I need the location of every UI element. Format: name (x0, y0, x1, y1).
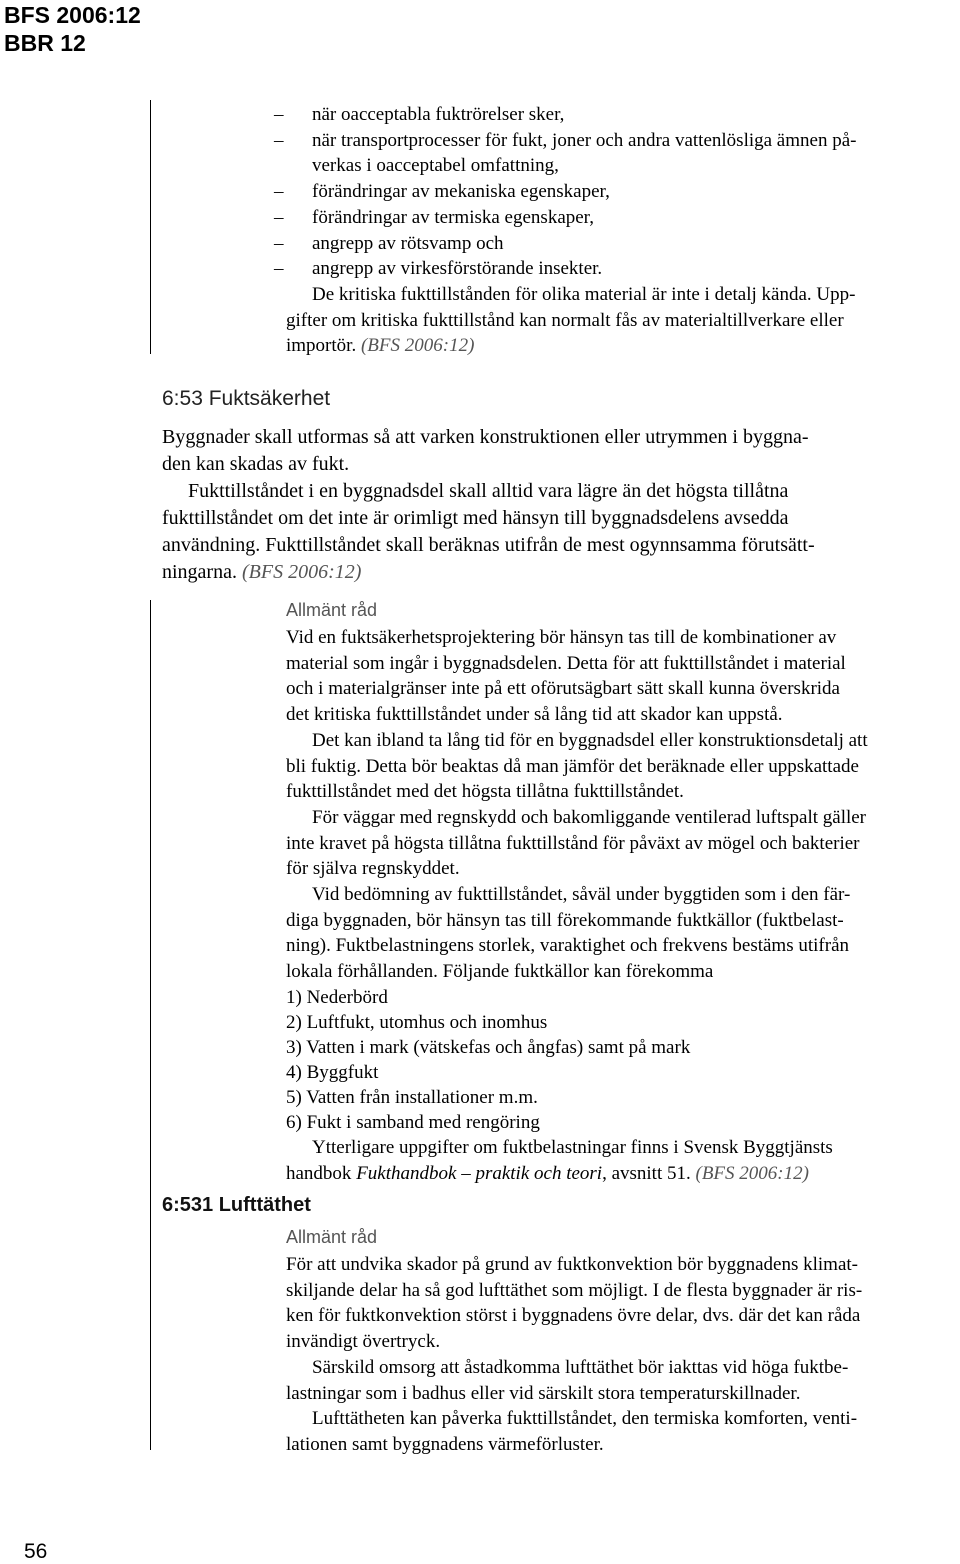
list-item: – förändringar av termiska egenskaper, (274, 206, 595, 228)
page-number: 56 (24, 1540, 48, 1563)
dash-list (274, 102, 946, 282)
margin-bar-top (150, 100, 151, 354)
airtightness-advice-body: För att undvika skador på grund av fuktkonvektion bör byggnadens klimat- skiljande delar ha så god lufttäthet som möjligt. I de flesta byggnader är ris- ken för fuktkonvektion störst i byggnadens övre delar, dvs. där det kan råda invändigt övertryck. Särskild omsorg att åstadkomma lufttäthet bör iakttas vid höga fuktbe- lastningar som i badhus eller vid särskilt stora temperaturskillnader. Lufttätheten kan påverka fukttillståndet, den termiska komforten, venti- lationen samt byggnadens värmeförluster. (286, 1254, 863, 1455)
doc-code: BFS 2006:12 (4, 2, 141, 28)
section-heading: 6:53 Fuktsäkerhet (162, 387, 331, 410)
section-body: Byggnader skall utformas så att varken konstruktionen eller utrymmen i byggna- den kan skadas av fukt. Fukttillståndet i en byggnadsdel skall alltid vara lägre än det högsta tillåtna fukttillståndet om det inte är orimligt med hänsyn till byggnadsdelens avsedda användning. Fukttillståndet skall beräknas utifrån de mest ogynnsamma förutsätt- ningarna. (BFS 2006:12) (162, 426, 815, 583)
bfs-reference: (BFS 2006:12) (360, 335, 475, 357)
list-item: 4) Byggfukt (286, 1062, 379, 1084)
subsection-heading: 6:531 Lufttäthet (162, 1194, 311, 1216)
list-item: 1) Nederbörd (286, 986, 388, 1008)
general-advice-label: Allmänt råd (286, 1227, 378, 1247)
list-item: 6) Fukt i samband med rengöring (286, 1112, 540, 1134)
general-advice-body: Vid en fuktsäkerhetsprojektering bör hänsyn tas till de kombinationer av material som ingår i byggnadsdelen. Detta för att fukttillståndet i material och i materialgränser inte på ett oförutsägbart sätt skall kunna överskrida det kritiska fukttillståndet under så lång tid att skador kan uppstå. Det kan ibland ta lång tid för en byggnadsdel eller konstruktionsdetalj att bli fuktig. Detta bör beaktas då man jämför det beräknade eller uppskattade fukttillståndet med det högsta tillåtna fukttillståndet. För väggar med regnskydd och bakomliggande ventilerad luftspalt gäller inte kravet på högsta tillåtna fukttillstånd för påväxt av mögel och bakterier för själva regnskyddet. Vid bedömning av fukttillståndet, såväl under byggtiden som i den fär- diga byggnaden, bör hänsyn tas till förekommande fuktkällor (fuktbelast- ning). Fuktbelastningens storlek, varaktighet och frekvens bestäms utifrån lokala förhållanden. Följande fuktkällor kan förekomma 1) Nederbörd 2) Luftfukt, utomhus och inomhus 3) Vatten i mark (vätskefas och ångfas) samt på mark 4) Byggfukt 5) Vatten från installationer m.m. 6) Fukt i samband med rengöring Ytterligare uppgifter om fuktbelastningar finns i Svensk Byggtjänsts handbok Fukthandbok – praktik och teori, avsnitt 51. (BFS 2006:12) (286, 625, 956, 1187)
list-item: – förändringar av mekaniska egenskaper, (274, 181, 610, 203)
numbered-list (286, 985, 956, 1136)
bfs-reference: (BFS 2006:12) (695, 1163, 809, 1185)
list-item: 2) Luftfukt, utomhus och inomhus (286, 1011, 548, 1033)
doc-series: BBR 12 (4, 30, 86, 56)
general-advice-label: Allmänt råd (286, 600, 378, 620)
list-item: – när oacceptabla fuktrörelser sker, (274, 104, 565, 125)
list-item: – angrepp av virkesförstörande insekter. (274, 258, 603, 280)
list-item: – när transportprocesser för fukt, joner och andra vattenlösliga ämnen på- (274, 129, 857, 151)
list-item: 5) Vatten från installationer m.m. (286, 1087, 538, 1109)
list-item-cont: verkas i oacceptabel omfattning, (312, 155, 559, 177)
handbook-title: Fukthandbok – praktik och teori (356, 1163, 603, 1185)
top-paragraph: De kritiska fukttillstånden för olika material är inte i detalj kända. Upp- gifter om kritiska fukttillstånd kan normalt fås av materialtillverkare eller importör. (BFS 2006:12) (286, 284, 856, 357)
bfs-reference: (BFS 2006:12) (241, 561, 362, 583)
list-item: 3) Vatten i mark (vätskefas och ångfas) samt på mark (286, 1037, 691, 1059)
margin-bar-bottom (150, 600, 151, 1450)
list-item: – angrepp av rötsvamp och (274, 232, 504, 254)
